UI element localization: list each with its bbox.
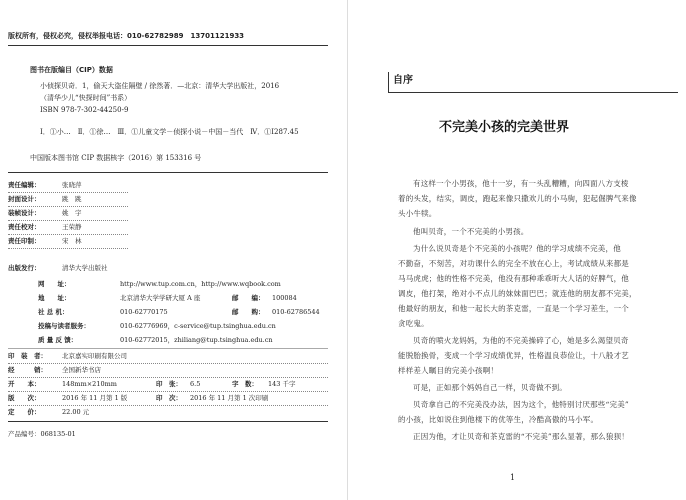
cip-title: 图书在版编目（CIP）数据 bbox=[30, 66, 113, 74]
spine bbox=[347, 0, 348, 500]
words-value: 143 千字 bbox=[268, 380, 296, 388]
divider bbox=[8, 421, 328, 422]
printer-value: 北京嘉实印刷有限公司 bbox=[62, 352, 127, 360]
switchboard-value: 010-62770175 bbox=[120, 308, 168, 316]
classification: Ⅰ．①小… Ⅱ．①徐… Ⅲ．①儿童文学－侦探小说－中国－当代 Ⅳ．①I287.45 bbox=[40, 128, 299, 136]
paragraph-line: 他叫贝奇，一个不完美的小男孩。 bbox=[413, 227, 529, 236]
price-label: 定 价： bbox=[8, 408, 41, 416]
paragraph-line: 贝奇的喷火龙妈妈，为他的不完美操碎了心，她是多么渴望贝奇 bbox=[413, 336, 629, 345]
divider bbox=[8, 45, 328, 46]
staff-value: 跳 跳 bbox=[62, 195, 82, 203]
divider bbox=[8, 348, 328, 349]
section-bar bbox=[388, 72, 389, 92]
dotted-line bbox=[8, 405, 328, 406]
dotted-line bbox=[8, 248, 128, 249]
paragraph-line: 样样差人瞩目的完美小孩啊！ bbox=[398, 366, 499, 375]
dotted-line bbox=[8, 206, 128, 207]
preface-title: 不完美小孩的完美世界 bbox=[439, 120, 570, 135]
staff-label: 装帧设计： bbox=[8, 209, 41, 217]
address-value: 北京清华大学学研大厦 A 座 bbox=[120, 294, 201, 302]
dotted-line bbox=[8, 234, 128, 235]
staff-value: 宋 林 bbox=[62, 237, 82, 245]
quality-label: 质 量 反 馈： bbox=[38, 336, 78, 344]
copyright-notice: 版权所有，侵权必究，侵权举报电话：010-62782989 13701121933 bbox=[8, 32, 245, 40]
cip-number: 中国版本图书馆 CIP 数据核字（2016）第 153316 号 bbox=[30, 154, 202, 162]
publisher-value: 清华大学出版社 bbox=[62, 264, 108, 272]
paragraph-line: 着的头发，结实，调皮，跑起来像只撒欢儿的小马驹，犯起倔脾气来像 bbox=[398, 194, 637, 203]
section-divider bbox=[388, 92, 678, 93]
mail-order-label: 邮 购： bbox=[232, 308, 265, 316]
cip-series: （清华少儿“快探时间”书系） bbox=[40, 94, 132, 102]
divider bbox=[8, 172, 328, 173]
address-label: 地 址： bbox=[38, 294, 71, 302]
printer-label: 印 装 者： bbox=[8, 352, 47, 360]
paragraph-line: 贪吃鬼。 bbox=[398, 319, 429, 328]
paragraph-line: 能脱胎换骨，变成一个学习成绩优异，性格温良恭俭让，十八般才艺 bbox=[398, 351, 629, 360]
print-value: 2016 年 11 月第 1 次印刷 bbox=[190, 394, 269, 402]
quality-value: 010-62772015，zhiliang@tup.tsinghua.edu.cn bbox=[120, 336, 273, 344]
price-value: 22.00 元 bbox=[62, 408, 90, 416]
cip-entry: 小侦探贝奇．1，偷天大盗住隔壁 / 徐然著．—北京：清华大学出版社，2016 bbox=[40, 82, 280, 90]
isbn: ISBN 978-7-302-44250-9 bbox=[40, 106, 129, 114]
staff-label: 责任印制： bbox=[8, 237, 41, 245]
zip-value: 100084 bbox=[272, 294, 297, 302]
format-value: 148mm×210mm bbox=[62, 380, 117, 388]
contributor-label: 投稿与读者服务： bbox=[38, 322, 90, 330]
paragraph-line: 可是，正如那个妈妈自己一样，贝奇做不到。 bbox=[413, 383, 567, 392]
preface-page bbox=[343, 0, 686, 500]
publisher-label: 出版发行： bbox=[8, 264, 41, 272]
staff-value: 王荣静 bbox=[62, 223, 82, 231]
print-label: 印 次： bbox=[156, 394, 182, 402]
dotted-line bbox=[8, 192, 128, 193]
product-number: 产品编号：068135-01 bbox=[8, 430, 76, 438]
zip-label: 邮 编： bbox=[232, 294, 265, 302]
page-number: 1 bbox=[510, 473, 516, 482]
sheets-value: 6.5 bbox=[190, 380, 201, 388]
dotted-line bbox=[8, 391, 328, 392]
switchboard-label: 社 总 机： bbox=[38, 308, 69, 316]
paragraph-line: 调皮，他打架，绝对小不点儿的妹妹面巴巴；就连他的朋友都不完美， bbox=[398, 289, 637, 298]
sheets-label: 印 张： bbox=[156, 380, 182, 388]
seller-value: 全国新华书店 bbox=[62, 366, 101, 374]
paragraph-line: 他最好的朋友，和他一起长大的茶克雷，一直是一个学习差生，一个 bbox=[398, 304, 629, 313]
seller-label: 经 销： bbox=[8, 366, 47, 374]
paragraph-line: 贝奇拿自己的不完美没办法，因为这个，他特别讨厌那些“完美” bbox=[413, 400, 629, 409]
paragraph-line: 的小孩，比如说住到他楼下的优等生，冷酷高傲的马小军。 bbox=[398, 415, 599, 424]
staff-label: 责任编辑： bbox=[8, 181, 41, 189]
edition-label: 版 次： bbox=[8, 394, 41, 402]
paragraph-line: 为什么说贝奇是个不完美的小孩呢？他的学习成绩不完美，他 bbox=[413, 244, 621, 253]
web-label: 网 址： bbox=[38, 280, 71, 288]
dotted-line bbox=[8, 377, 328, 378]
staff-label: 责任校对： bbox=[8, 223, 41, 231]
paragraph-line: 正因为他，才让贝奇和茶克雷的“不完美”那么显著，那么狼狈！ bbox=[413, 432, 629, 441]
staff-value: 张晓萍 bbox=[62, 181, 82, 189]
paragraph-line: 马马虎虎；他的性格不完美，他没有那种乖乖听大人话的好脾气，他 bbox=[398, 274, 629, 283]
staff-label: 封面设计： bbox=[8, 195, 41, 203]
format-label: 开 本： bbox=[8, 380, 41, 388]
edition-value: 2016 年 11 月第 1 版 bbox=[62, 394, 128, 402]
paragraph-line: 有这样一个小男孩，他十一岁，有一头乱糟糟，向四面八方支棱 bbox=[413, 179, 629, 188]
dotted-line bbox=[8, 363, 328, 364]
dotted-line bbox=[8, 220, 128, 221]
web-value: http://www.tup.com.cn，http://www.wqbook.com bbox=[120, 280, 281, 288]
paragraph-line: 头小牛犊。 bbox=[398, 209, 437, 218]
paragraph-line: 不勤奋，不刻苦，对功课什么的完全不放在心上，考试成绩从来都是 bbox=[398, 259, 629, 268]
section-label: 自序 bbox=[393, 75, 413, 86]
staff-value: 姚 宇 bbox=[62, 209, 82, 217]
words-label: 字 数： bbox=[232, 380, 258, 388]
mail-order-value: 010-62786544 bbox=[272, 308, 320, 316]
contributor-value: 010-62776969，c-service@tup.tsinghua.edu.cn bbox=[120, 322, 276, 330]
